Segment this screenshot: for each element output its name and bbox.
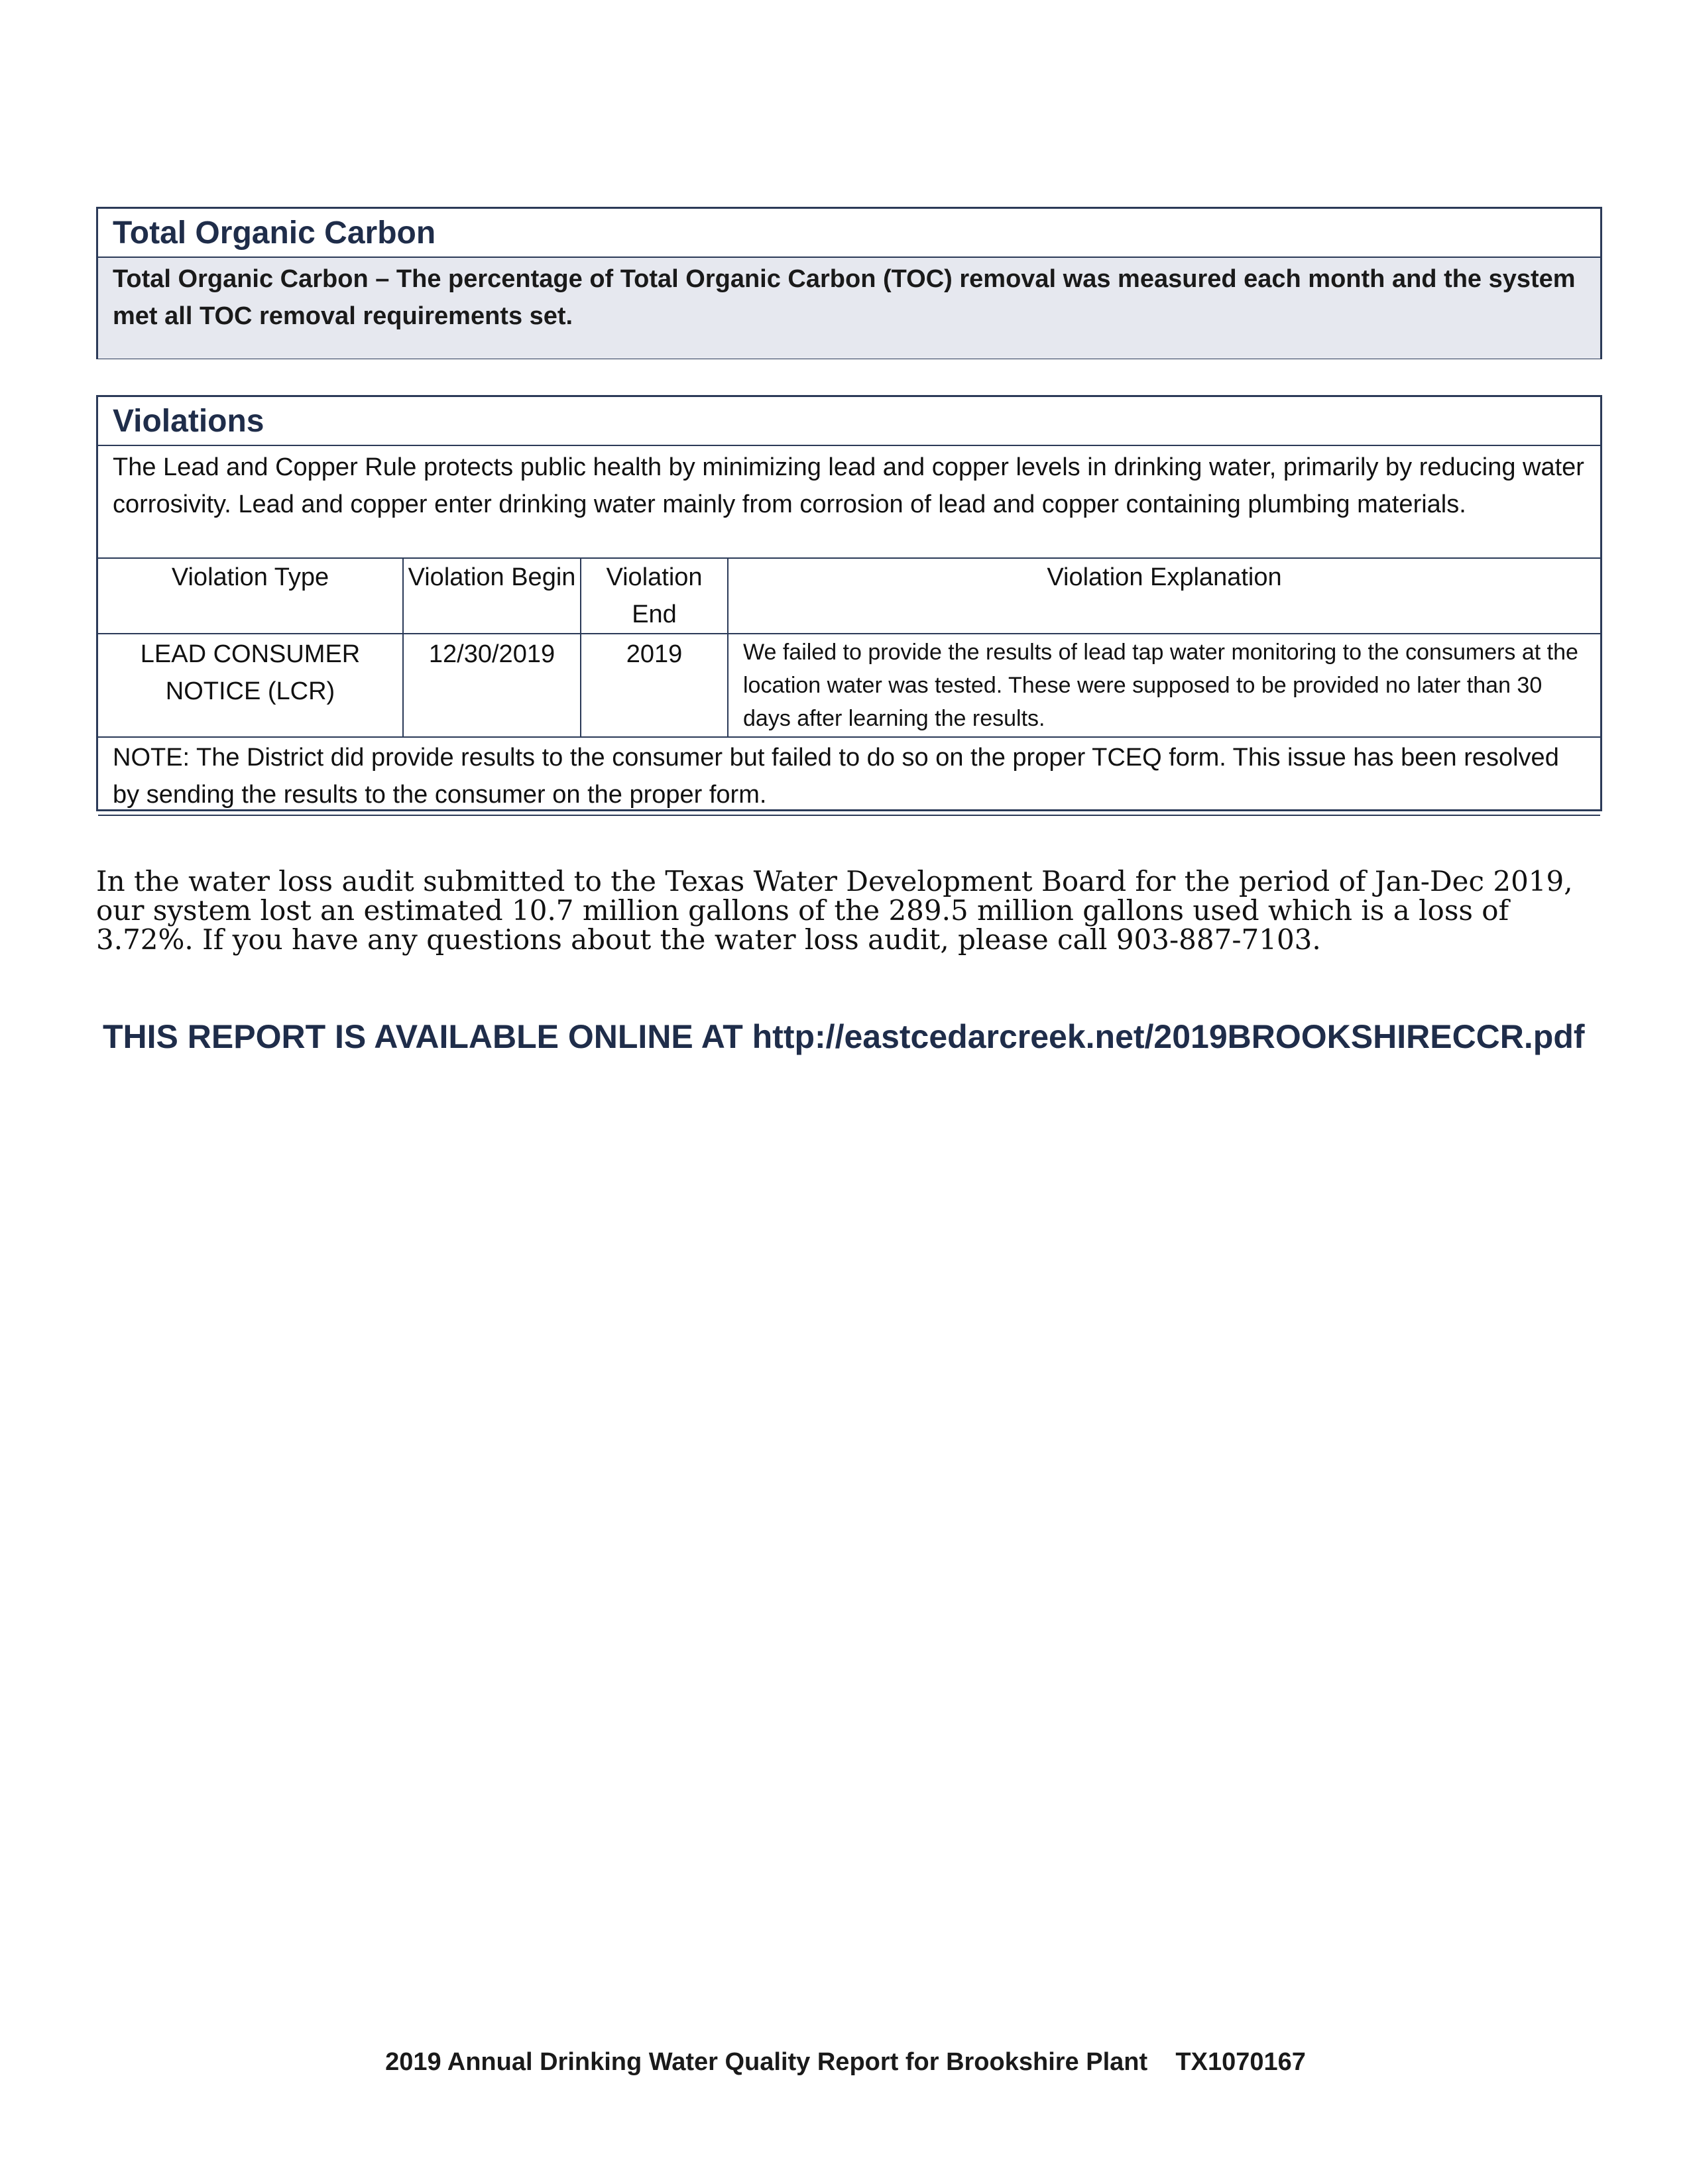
online-availability-notice: THIS REPORT IS AVAILABLE ONLINE AT http://eastcedarcreek.net/2019BROOKSHIRECCR.pdf	[103, 1018, 1585, 1055]
note-row	[98, 737, 1600, 815]
header-violation-end: Violation End	[581, 559, 728, 634]
violation-type: LEAD CONSUMER NOTICE (LCR)	[98, 634, 403, 737]
violations-title: Violations	[98, 397, 1600, 446]
footer-system-id: TX1070167	[1175, 2048, 1306, 2076]
violation-end: 2019	[581, 634, 728, 737]
violations-note: NOTE: The District did provide results to the consumer but failed to do so on the proper TCEQ form. This issue has been resolved by sending the results to the consumer on the proper form.	[98, 737, 1600, 815]
violation-begin: 12/30/2019	[403, 634, 581, 737]
header-violation-type: Violation Type	[98, 559, 403, 634]
table-row	[98, 634, 1600, 737]
toc-section	[96, 207, 1602, 359]
violations-header-row	[98, 559, 1600, 634]
page-footer	[0, 2048, 1691, 2077]
toc-title: Total Organic Carbon	[98, 209, 1600, 258]
violations-table	[98, 559, 1600, 816]
header-violation-begin: Violation Begin	[403, 559, 581, 634]
violations-intro: The Lead and Copper Rule protects public health by minimizing lead and copper levels in drinking water, primarily by reducing water corrosivity. Lead and copper enter drinking water mainly from corrosion of lead and copper containing plumbing materials.	[98, 446, 1600, 559]
toc-body: Total Organic Carbon – The percentage of Total Organic Carbon (TOC) removal was measured each month and the system met all TOC removal requirements set.	[98, 258, 1600, 359]
violation-explanation: We failed to provide the results of lead tap water monitoring to the consumers at the location water was tested. These were supposed to be provided no later than 30 days after learning the results.	[728, 634, 1600, 737]
header-violation-explanation: Violation Explanation	[728, 559, 1600, 634]
footer-report-title: 2019 Annual Drinking Water Quality Report for Brookshire Plant	[385, 2048, 1148, 2076]
violations-section	[96, 395, 1602, 811]
water-loss-paragraph: In the water loss audit submitted to the Texas Water Development Board for the period of Jan-Dec 2019, our system lost an estimated 10.7 million gallons of the 289.5 million gallons used which is a loss of 3.72%. If you have any questions about the water loss audit, please call 903-887-7103.	[96, 865, 1573, 956]
